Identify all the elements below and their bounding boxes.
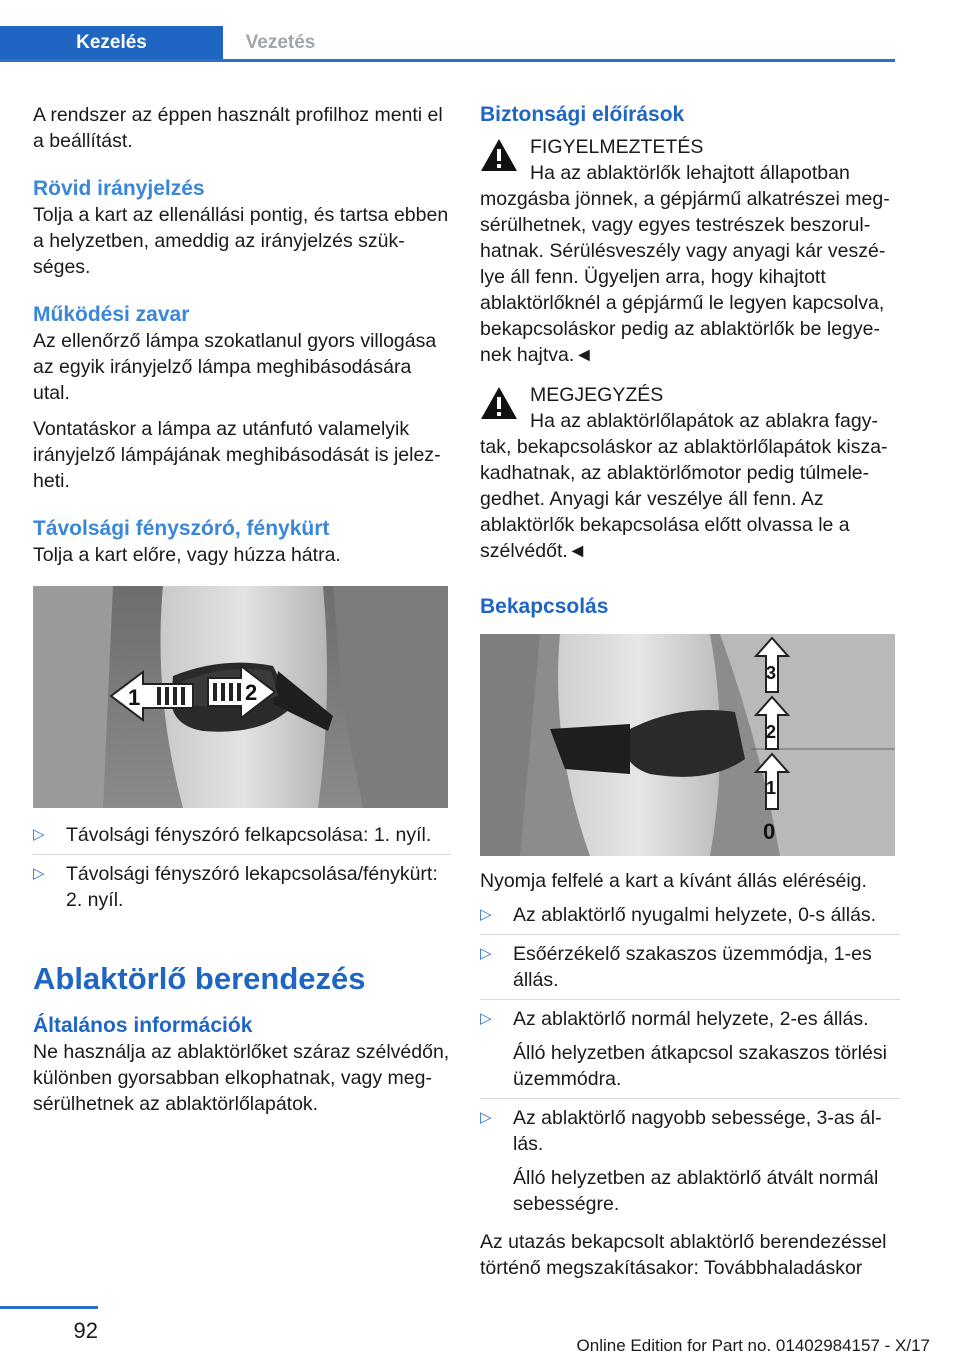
left-column	[33, 102, 451, 1117]
svg-text:3: 3	[766, 663, 777, 683]
note-text: Ha az ablaktörlőlapátok az ablakra fagytak, bekapcsoláskor az ablaktörlőlapátok kiszakadhatnak, az ablaktörlőmotor pedig túlmelegedhet. Anyagi kár veszélye áll fenn. Az ablaktörlők bekapcsolása előtt olvassa le a szélvédőt.◄	[480, 410, 888, 562]
list-item-text: Esőérzékelő szakaszos üzemmódja, 1-es állás.	[513, 943, 872, 991]
position-0-label	[763, 819, 775, 844]
list-item	[33, 861, 451, 919]
triangle-bullet-icon: ▷	[480, 945, 492, 962]
edition-text: Online Edition for Part no. 01402984157 - X/17	[576, 1336, 930, 1355]
list-item	[480, 902, 900, 935]
list-item	[480, 941, 900, 1000]
note-title: MEGJEGYZÉS	[530, 384, 664, 406]
triangle-bullet-icon: ▷	[480, 1109, 492, 1126]
tab-kezeles[interactable]: Kezelés	[0, 26, 223, 59]
section-title-switch-on: Bekapcsolás	[480, 595, 609, 618]
list-item	[480, 1105, 900, 1223]
wiper-positions-list	[480, 902, 900, 1223]
note-block	[480, 382, 900, 564]
short-signal-text: Tolja a kart az ellenállási pontig, és tartsa ebben a helyzetben, ameddig az irányjelzés szükséges.	[33, 204, 449, 278]
svg-text:1: 1	[766, 778, 777, 798]
intro-text: A rendszer az éppen használt profilhoz menti el a beállítást.	[33, 104, 443, 152]
section-title-high-beam: Távolsági fényszóró, fénykürt	[33, 517, 330, 540]
list-item-subtext: Álló helyzetben az ablaktörlő átvált normál sebességre.	[513, 1167, 879, 1215]
high-beam-lever-figure	[33, 586, 448, 808]
tab-vezetes[interactable]: Vezetés	[245, 32, 316, 53]
list-item-text: Távolsági fényszóró felkapcsolása: 1. nyíl.	[66, 824, 432, 846]
svg-text:0: 0	[763, 819, 776, 844]
section-title-short-signal: Rövid irányjelzés	[33, 177, 205, 200]
list-item-text: Az ablaktörlő nyugalmi helyzete, 0-s állás.	[513, 904, 877, 926]
triangle-bullet-icon: ▷	[480, 1010, 492, 1027]
warning-triangle-icon	[480, 386, 518, 420]
page-number: 92	[73, 1318, 98, 1343]
svg-text:2: 2	[766, 722, 777, 742]
right-column	[480, 102, 900, 1281]
list-item	[33, 822, 451, 855]
triangle-bullet-icon: ▷	[33, 826, 45, 843]
list-item-subtext: Álló helyzetben átkapcsol szakaszos törlési üzemmódra.	[513, 1042, 887, 1090]
high-beam-lever-illustration	[33, 586, 448, 808]
list-item	[480, 1006, 900, 1099]
arrow-1-label: 1	[128, 685, 141, 710]
footer-divider	[0, 1306, 98, 1309]
section-title-general-info: Általános információk	[33, 1014, 253, 1037]
list-item-text: Az ablaktörlő nagyobb sebessége, 3-as állás.	[513, 1107, 882, 1155]
list-item-text: Az ablaktörlő normál helyzete, 2-es állás.	[513, 1008, 869, 1030]
high-beam-list	[33, 822, 451, 919]
triangle-bullet-icon: ▷	[33, 865, 45, 882]
malfunction-text-1: Az ellenőrző lámpa szokatlanul gyors villogása az egyik irányjelző lámpa meghibásodására utal.	[33, 330, 437, 404]
general-info-text: Ne használja az ablaktörlőket száraz szélvédőn, különben gyorsabban elkophatnak, vagy megsérülhetnek az ablaktörlőlapátok.	[33, 1041, 450, 1115]
high-beam-text: Tolja a kart előre, vagy húzza hátra.	[33, 544, 341, 566]
warning-text: Ha az ablaktörlők lehajtott állapotban mozgásba jönnek, a gépjármű alkatrészei megsérülhetnek, vagy egyes testrészek beszorulhatnak. Sérülésveszély vagy anyagi kár veszélye áll fenn. Ügyeljen arra, hogy kihajtott ablaktörlőknél a gépjármű le legyen kapcsolva, bekapcsoláskor pedig az ablaktörlők be legyenek hajtva.◄	[480, 162, 890, 366]
malfunction-text-2: Vontatáskor a lámpa az utánfutó valamelyik irányjelző lámpájának meghibásodását is jelezheti.	[33, 418, 441, 492]
arrow-2-label: 2	[245, 680, 258, 705]
section-title-safety: Biztonsági előírások	[480, 103, 685, 126]
switch-on-text: Nyomja felfelé a kart a kívánt állás eléréséig.	[480, 870, 867, 892]
warning-block	[480, 134, 900, 368]
triangle-bullet-icon: ▷	[480, 906, 492, 923]
list-item-text: Távolsági fényszóró lekapcsolása/fénykürt: 2. nyíl.	[66, 863, 438, 911]
warning-title: FIGYELMEZTETÉS	[530, 136, 704, 158]
section-title-malfunction: Működési zavar	[33, 303, 190, 326]
chapter-title-wiper: Ablaktörlő berendezés	[33, 961, 366, 996]
warning-triangle-icon	[480, 138, 518, 172]
interruption-text: Az utazás bekapcsolt ablaktörlő berendezéssel történő megszakításakor: Továbbhaladáskor	[480, 1231, 887, 1279]
wiper-lever-figure	[480, 634, 895, 856]
wiper-lever-illustration	[480, 634, 895, 856]
header-tab-bar	[0, 26, 895, 62]
